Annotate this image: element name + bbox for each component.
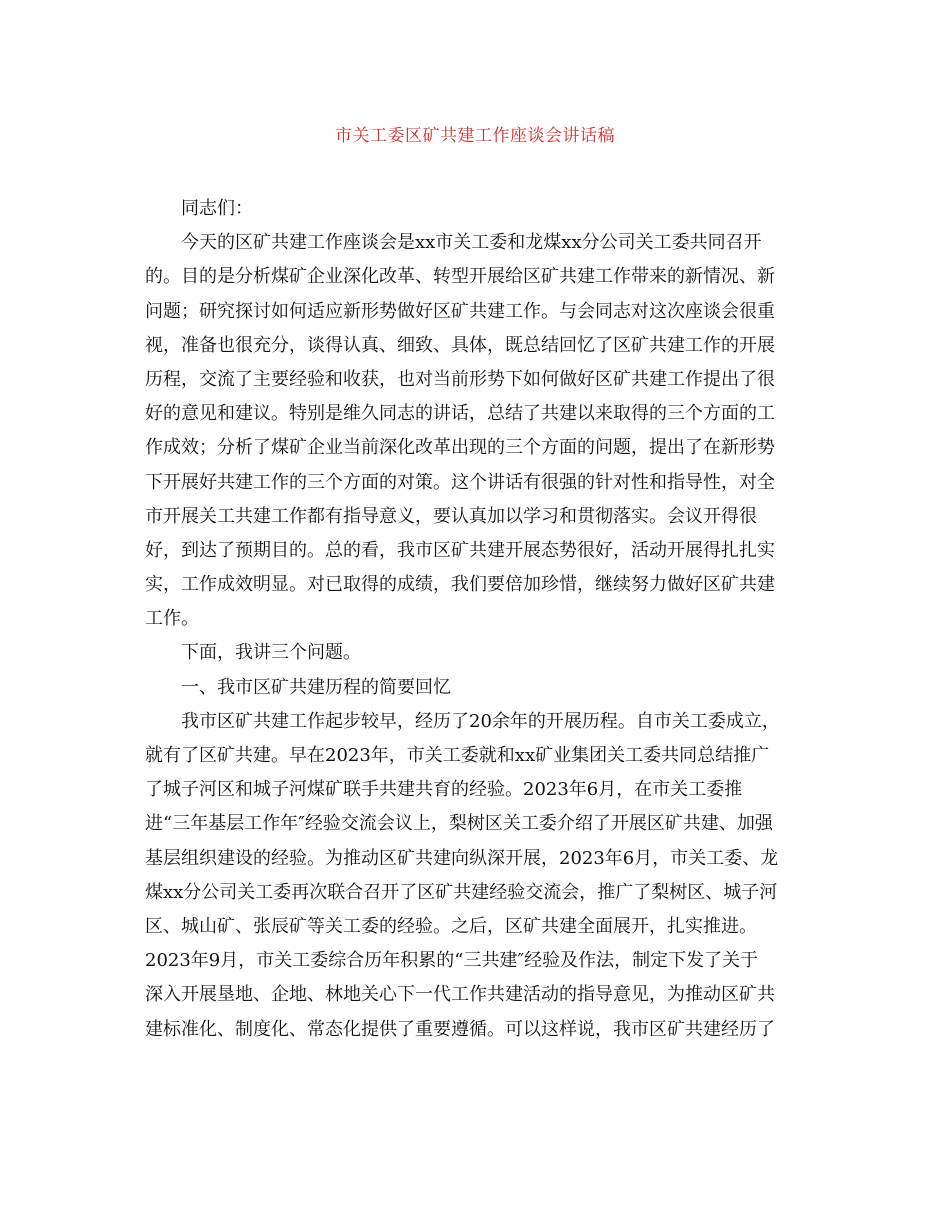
text-line: 历程，交流了主要经验和收获，也对当前形势下如何做好区矿共建工作提出了很 <box>145 368 775 390</box>
text-line: 问题；研究探讨如何适应新形势做好区矿共建工作。与会同志对这次座谈会很重 <box>145 300 775 322</box>
text-line: 建标准化、制度化、常态化提供了重要遵循。可以这样说，我市区矿共建经历了 <box>145 1018 775 1040</box>
text-line: 视，准备也很充分，谈得认真、细致、具体，既总结回忆了区矿共建工作的开展 <box>145 334 775 356</box>
text-line: 的。目的是分析煤矿企业深化改革、转型开展给区矿共建工作带来的新情况、新 <box>145 266 775 288</box>
text-line: 一、我市区矿共建历程的简要回忆 <box>181 676 451 698</box>
text-line: 同志们： <box>181 198 253 219</box>
text-line: 了城子河区和城子河煤矿联手共建共育的经验。2023年6月，在市关工委推 <box>145 779 743 801</box>
text-line: 作成效；分析了煤矿企业当前深化改革出现的三个方面的问题，提出了在新形势 <box>145 437 775 459</box>
text-line: 市开展关工共建工作都有指导意义，要认真加以学习和贯彻落实。会议开得很 <box>145 505 757 527</box>
text-line: 实，工作成效明显。对已取得的成绩，我们要倍加珍惜，继续努力做好区矿共建 <box>145 574 775 596</box>
text-line: 好的意见和建议。特别是维久同志的讲话，总结了共建以来取得的三个方面的工 <box>145 403 775 425</box>
text-line: 下开展好共建工作的三个方面的对策。这个讲话有很强的针对性和指导性，对全 <box>145 471 775 493</box>
text-line: 基层组织建设的经验。为推动区矿共建向纵深开展，2023年6月，市关工委、龙 <box>145 847 779 869</box>
text-line: 2023年9月，市关工委综合历年积累的“三共建″经验及作法，制定下发了关于 <box>145 950 759 972</box>
text-line: 煤xx分公司关工委再次联合召开了区矿共建经验交流会，推广了梨树区、城子河 <box>145 881 778 903</box>
text-line: 工作。 <box>145 608 199 630</box>
text-line: 进“三年基层工作年″经验交流会议上，梨树区关工委介绍了开展区矿共建、加强 <box>145 813 773 835</box>
text-line: 就有了区矿共建。早在2023年，市关工委就和xx矿业集团关工委共同总结推广 <box>145 745 770 766</box>
text-line: 今天的区矿共建工作座谈会是xx市关工委和龙煤xx分公司关工委共同召开 <box>181 232 762 254</box>
document-title: 市关工委区矿共建工作座谈会讲话稿 <box>335 126 615 146</box>
text-line: 深入开展垦地、企地、林地关心下一代工作共建活动的指导意见，为推动区矿共 <box>145 984 775 1006</box>
text-line: 我市区矿共建工作起步较早，经历了20余年的开展历程。自市关工委成立， <box>181 710 780 732</box>
text-line: 区、城山矿、张辰矿等关工委的经验。之后，区矿共建全面展开，扎实推进。 <box>145 915 757 937</box>
document-body <box>145 192 810 1047</box>
text-line: 好，到达了预期目的。总的看，我市区矿共建开展态势很好，活动开展得扎扎实 <box>145 539 775 561</box>
text-line: 下面，我讲三个问题。 <box>181 642 361 664</box>
